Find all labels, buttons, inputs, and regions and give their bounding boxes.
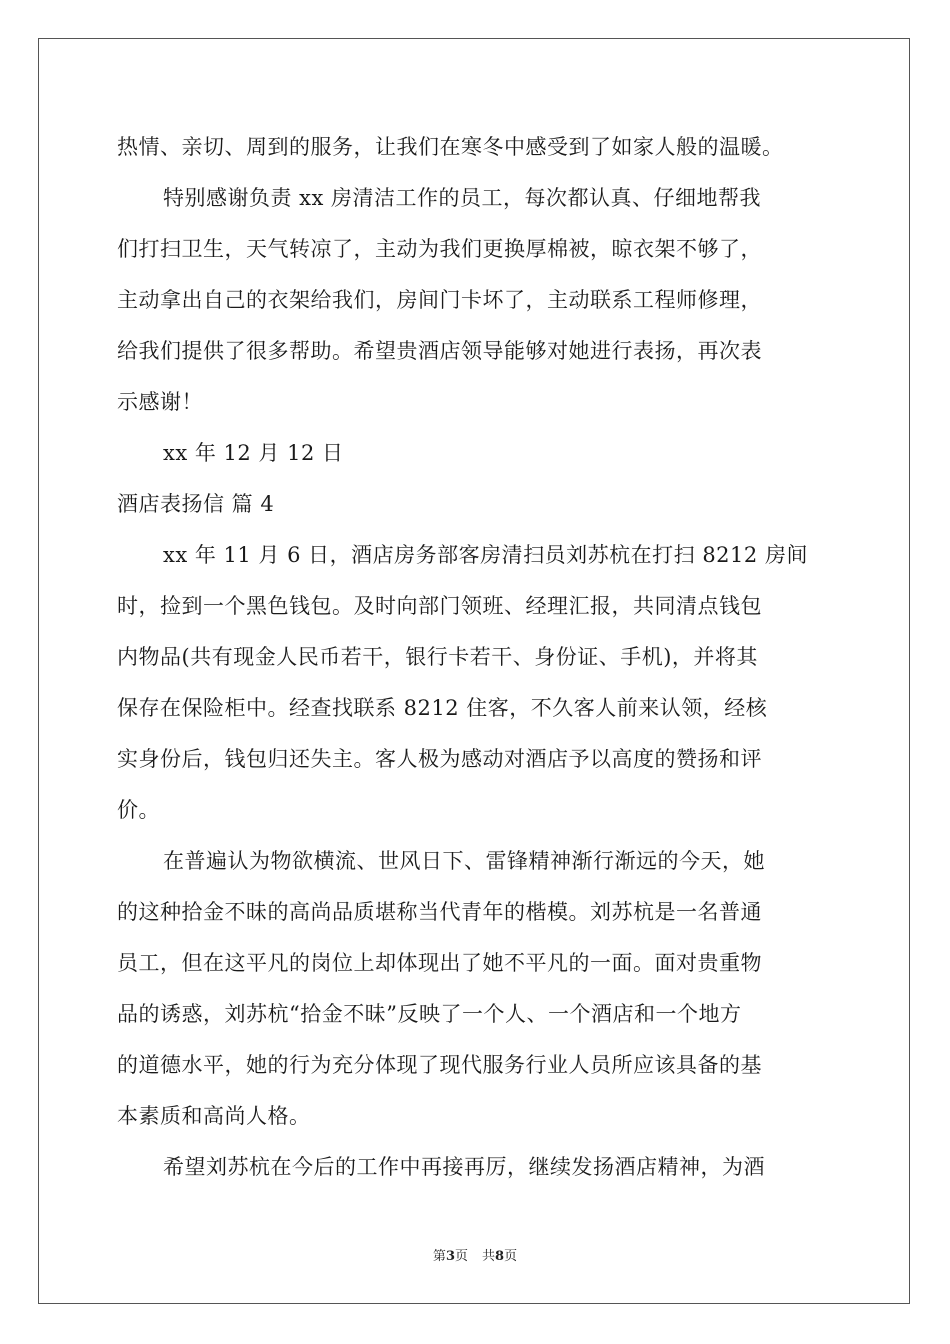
body-line: 的道德水平，她的行为充分体现了现代服务行业人员所应该具备的基 bbox=[117, 1053, 762, 1077]
current-page-number: 3 bbox=[445, 1249, 455, 1264]
total-prefix: 共 bbox=[482, 1249, 496, 1264]
body-line: 员工，但在这平凡的岗位上却体现出了她不平凡的一面。面对贵重物 bbox=[117, 951, 762, 975]
page-prefix: 第 bbox=[432, 1249, 446, 1264]
section-heading: 酒店表扬信 篇 4 bbox=[117, 492, 275, 516]
body-line: 价。 bbox=[117, 798, 160, 822]
paragraph-start-line: 特别感谢负责 xx 房清洁工作的员工，每次都认真、仔细地帮我 bbox=[163, 186, 762, 210]
date-line: xx 年 12 月 12 日 bbox=[163, 441, 344, 465]
page-suffix: 页 bbox=[454, 1249, 468, 1264]
body-line: 本素质和高尚人格。 bbox=[117, 1104, 311, 1128]
body-line: 品的诱惑，刘苏杭“拾金不昧”反映了一个人、一个酒店和一个地方 bbox=[117, 1002, 742, 1026]
document-body bbox=[117, 122, 833, 1193]
paragraph-start-line: 希望刘苏杭在今后的工作中再接再厉，继续发扬酒店精神，为酒 bbox=[163, 1155, 765, 1179]
body-line: 的这种拾金不昧的高尚品质堪称当代青年的楷模。刘苏杭是一名普通 bbox=[117, 900, 762, 924]
total-suffix: 页 bbox=[504, 1249, 518, 1264]
page-footer bbox=[0, 1245, 950, 1264]
body-line: 们打扫卫生，天气转凉了，主动为我们更换厚棉被，晾衣架不够了， bbox=[117, 237, 762, 261]
body-line: 热情、亲切、周到的服务，让我们在寒冬中感受到了如家人般的温暖。 bbox=[117, 135, 784, 159]
paragraph-start-line: 在普遍认为物欲横流、世风日下、雷锋精神渐行渐远的今天，她 bbox=[163, 849, 765, 873]
body-line: 示感谢！ bbox=[117, 390, 203, 414]
body-line: 实身份后，钱包归还失主。客人极为感动对酒店予以高度的赞扬和评 bbox=[117, 747, 762, 771]
body-line: 给我们提供了很多帮助。希望贵酒店领导能够对她进行表扬，再次表 bbox=[117, 339, 762, 363]
paragraph-start-line: xx 年 11 月 6 日，酒店房务部客房清扫员刘苏杭在打扫 8212 房间 bbox=[163, 543, 808, 567]
body-line: 时，捡到一个黑色钱包。及时向部门领班、经理汇报，共同清点钱包 bbox=[117, 594, 762, 618]
total-page-number: 8 bbox=[495, 1249, 505, 1264]
body-line: 内物品(共有现金人民币若干，银行卡若干、身份证、手机)，并将其 bbox=[117, 645, 758, 669]
body-line: 保存在保险柜中。经查找联系 8212 住客，不久客人前来认领，经核 bbox=[117, 696, 768, 720]
body-line: 主动拿出自己的衣架给我们，房间门卡坏了，主动联系工程师修理， bbox=[117, 288, 762, 312]
